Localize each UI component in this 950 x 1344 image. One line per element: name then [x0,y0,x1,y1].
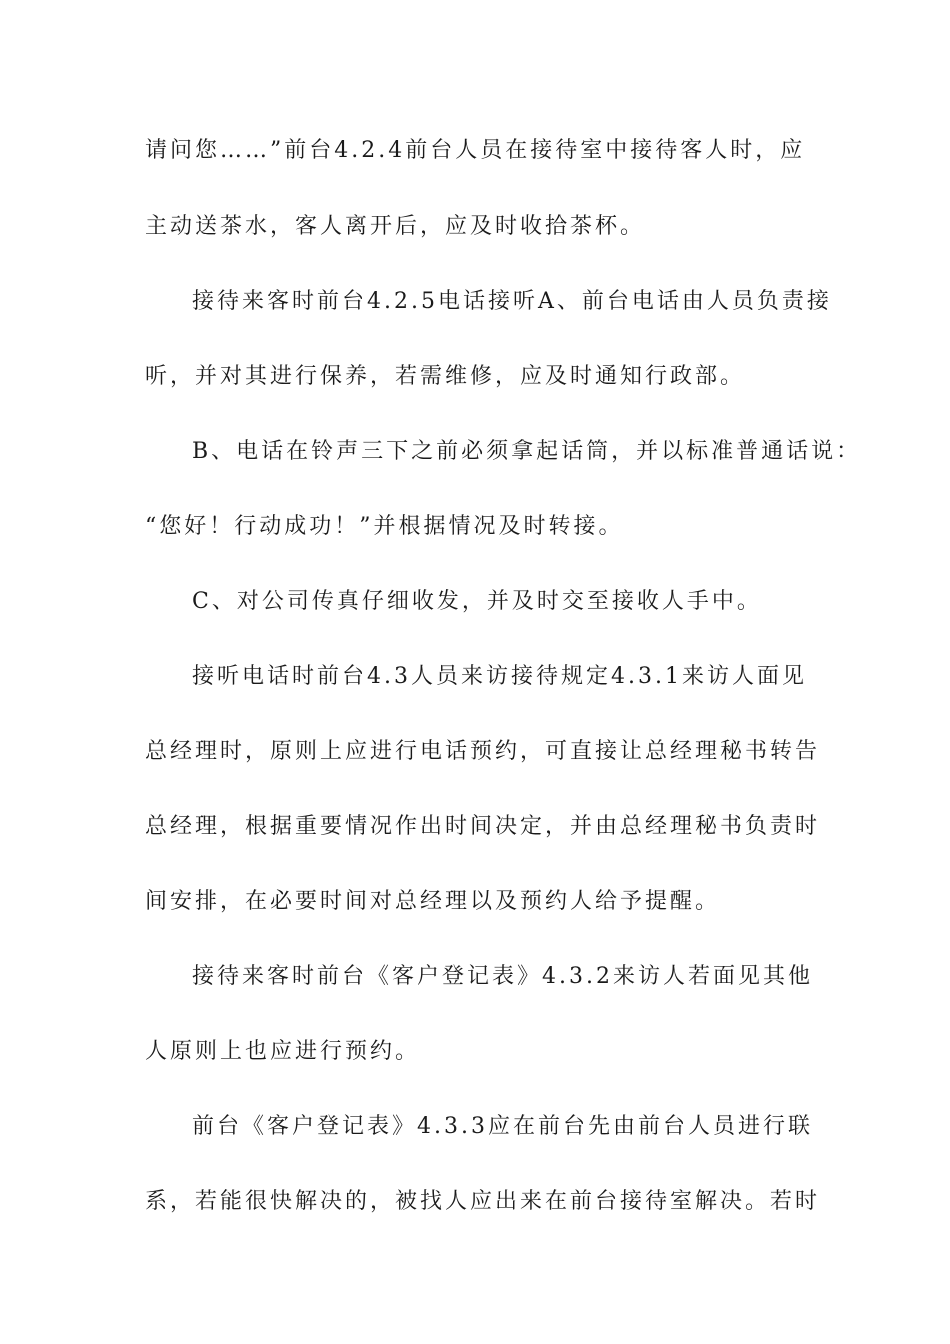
text-line: 前台《客户登记表》4.3.3应在前台先由前台人员进行联 [192,1114,813,1139]
text-line: 总经理，根据重要情况作出时间决定，并由总经理秘书负责时 [145,814,821,839]
text-line: 总经理时，原则上应进行电话预约，可直接让总经理秘书转告 [145,739,821,764]
text-line: C、对公司传真仔细收发，并及时交至接收人手中。 [192,589,762,614]
text-line: 接待来客时前台《客户登记表》4.3.2来访人若面见其他 [192,964,813,989]
text-line: 接待来客时前台4.2.5电话接听A、前台电话由人员负责接 [192,289,832,314]
text-line: 听，并对其进行保养，若需维修，应及时通知行政部。 [145,364,746,389]
text-line: 间安排，在必要时间对总经理以及预约人给予提醒。 [145,889,721,914]
text-line: 接听电话时前台4.3人员来访接待规定4.3.1来访人面见 [192,664,807,689]
text-line: 人原则上也应进行预约。 [145,1039,421,1064]
text-line: 系，若能很快解决的，被找人应出来在前台接待室解决。若时 [145,1189,821,1214]
text-line: 请问您……”前台4.2.4前台人员在接待室中接待客人时，应 [145,138,806,163]
text-line: 主动送茶水，客人离开后，应及时收拾茶杯。 [145,214,646,239]
text-line: B、电话在铃声三下之前必须拿起话筒，并以标准普通话说： [192,439,862,464]
text-line: “您好！行动成功！”并根据情况及时转接。 [145,514,624,539]
